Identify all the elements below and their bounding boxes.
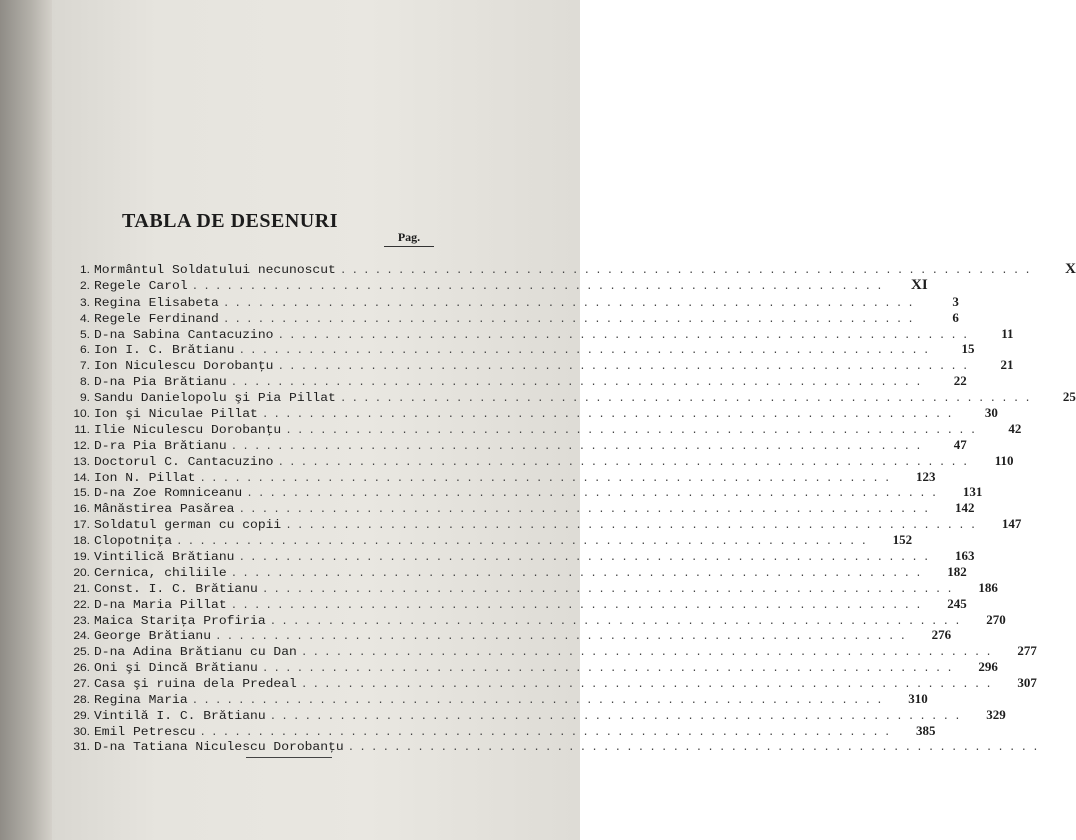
entry-number: 3. bbox=[79, 295, 90, 309]
dot-leader: ............................................................ bbox=[300, 647, 997, 659]
page-column-header: Pag. bbox=[384, 230, 434, 247]
entry-number: 12. bbox=[73, 438, 90, 452]
entry-number: 10. bbox=[73, 406, 90, 420]
list-item bbox=[68, 405, 998, 421]
dot-leader: ............................................................ bbox=[261, 584, 958, 596]
entry-number: 1. bbox=[79, 262, 90, 276]
entry-label: Ion şi Niculae Pillat bbox=[94, 406, 258, 421]
dot-leader: ............................................................ bbox=[269, 615, 966, 628]
dot-leader: ............................................................ bbox=[238, 345, 935, 358]
entry-number: 19. bbox=[73, 549, 90, 563]
dot-leader: ............................................................ bbox=[191, 695, 888, 707]
entry-label: Regele Ferdinand bbox=[94, 311, 219, 326]
entry-label: Ion Niculescu Dorobanţu bbox=[94, 358, 274, 373]
dot-leader: ............................................................ bbox=[176, 536, 873, 548]
list-item bbox=[68, 277, 928, 293]
list-item bbox=[68, 389, 1076, 405]
entry-number: 21. bbox=[73, 581, 90, 595]
dot-leader: ............................................................ bbox=[285, 425, 982, 437]
list-item bbox=[68, 739, 1044, 754]
entry-number: 20. bbox=[73, 565, 90, 579]
list-item bbox=[68, 437, 967, 453]
entry-number: 18. bbox=[73, 533, 90, 547]
entry-label: Casa şi ruina dela Predeal bbox=[94, 676, 297, 691]
entry-label: Ion N. Pillat bbox=[94, 469, 196, 485]
entry-number: 9. bbox=[79, 390, 90, 404]
dot-leader: ............................................................ bbox=[269, 711, 966, 723]
entry-number: 11. bbox=[74, 422, 90, 436]
list-item bbox=[68, 468, 936, 485]
entry-label: Regele Carol bbox=[94, 278, 188, 293]
list-item bbox=[68, 325, 1014, 342]
entry-label: George Brătianu bbox=[94, 628, 212, 644]
entry-page: 307 bbox=[1017, 675, 1037, 690]
book-gutter-shadow bbox=[0, 0, 52, 840]
entry-number: 27. bbox=[73, 676, 90, 690]
entry-label: D-ra Pia Brătianu bbox=[94, 438, 227, 453]
entry-number: 22. bbox=[73, 597, 90, 611]
entry-page: 110 bbox=[994, 453, 1014, 468]
entry-page: 123 bbox=[916, 468, 936, 484]
list-item bbox=[68, 564, 967, 580]
entry-page: 131 bbox=[962, 484, 983, 500]
entry-page: 152 bbox=[892, 532, 913, 547]
list-item bbox=[68, 643, 1037, 659]
entry-label: D-na Adina Brătianu cu Dan bbox=[94, 644, 297, 659]
dot-leader: ............................................................ bbox=[261, 409, 958, 421]
list-item bbox=[68, 453, 1014, 469]
entry-label: D-na Sabina Cantacuzino bbox=[94, 326, 274, 342]
entry-label: Vintilă I. C. Brătianu bbox=[94, 708, 266, 723]
list-item bbox=[68, 261, 1076, 277]
list-item bbox=[68, 627, 952, 644]
dot-leader: ............................................................ bbox=[238, 552, 935, 564]
entry-label: Ion I. C. Brătianu bbox=[94, 342, 235, 358]
list-item bbox=[68, 532, 913, 548]
entry-page: XI bbox=[911, 277, 928, 293]
entry-number: 31. bbox=[73, 739, 90, 753]
dot-leader: ............................................................ bbox=[277, 329, 974, 342]
list-item bbox=[68, 580, 998, 596]
entry-page: 15 bbox=[961, 341, 975, 357]
entry-number: 7. bbox=[79, 358, 90, 372]
dot-leader: ............................................................ bbox=[261, 663, 958, 675]
entry-page: 182 bbox=[947, 564, 967, 579]
entry-number: 24. bbox=[73, 628, 90, 643]
entry-page: 329 bbox=[986, 707, 1006, 722]
list-item bbox=[68, 310, 959, 326]
entry-number: 26. bbox=[73, 660, 90, 674]
entry-page: 11 bbox=[1001, 325, 1014, 341]
dot-leader: ............................................................ bbox=[246, 488, 943, 501]
entry-page: 276 bbox=[931, 627, 952, 643]
entry-number: 29. bbox=[73, 708, 90, 722]
dot-leader: ............................................................ bbox=[285, 520, 982, 532]
entry-number: 14. bbox=[73, 469, 90, 484]
list-item bbox=[68, 500, 975, 516]
dot-leader: ............................................................ bbox=[238, 504, 935, 516]
dot-leader: ............................................................ bbox=[277, 361, 974, 373]
entry-number: 6. bbox=[79, 342, 90, 357]
list-item bbox=[68, 357, 1014, 373]
entry-page: 47 bbox=[953, 437, 967, 452]
entry-label: D-na Tatiana Niculescu Dorobanţu bbox=[94, 739, 344, 754]
list-item bbox=[68, 341, 975, 358]
entry-page: 6 bbox=[952, 310, 959, 325]
bottom-divider bbox=[246, 757, 332, 758]
entry-page: 30 bbox=[984, 405, 998, 420]
entry-number: 25. bbox=[73, 644, 90, 659]
list-item bbox=[68, 707, 1006, 723]
list-item bbox=[68, 516, 1022, 532]
entry-label: D-na Zoe Romniceanu bbox=[94, 485, 243, 501]
dot-leader: ............................................................ bbox=[300, 679, 997, 691]
dot-leader: ............................................................ bbox=[222, 313, 919, 326]
entry-label: Sandu Danielopolu şi Pia Pillat bbox=[94, 390, 336, 405]
dot-leader: ............................................................ bbox=[199, 727, 896, 739]
list-item bbox=[68, 675, 1037, 691]
entry-number: 8. bbox=[79, 374, 90, 388]
entry-label: Cernica, chiliile bbox=[94, 565, 227, 580]
dot-leader: ............................................................ bbox=[277, 456, 974, 469]
list-item bbox=[68, 659, 998, 675]
dot-leader: ............................................................ bbox=[339, 393, 1036, 405]
entry-label: Clopotniţa bbox=[94, 533, 173, 548]
entry-page: 25 bbox=[1062, 389, 1076, 404]
dot-leader: ............................................................ bbox=[222, 297, 919, 310]
entry-page: 142 bbox=[955, 500, 975, 516]
entry-page: 270 bbox=[986, 611, 1006, 627]
entry-number: 16. bbox=[73, 501, 90, 516]
entry-label: Soldatul german cu copii bbox=[94, 517, 282, 532]
entry-number: 23. bbox=[73, 612, 90, 627]
entry-label: Doctorul C. Cantacuzino bbox=[94, 454, 274, 469]
entry-label: Const. I. C. Brătianu bbox=[94, 581, 258, 596]
entry-label: Regina Elisabeta bbox=[94, 295, 219, 310]
list-item bbox=[68, 294, 959, 310]
list-item bbox=[68, 421, 1022, 437]
entry-number: 17. bbox=[73, 517, 90, 531]
dot-leader: ............................................................ bbox=[230, 568, 927, 580]
dot-leader: ............................................................ bbox=[347, 741, 1044, 754]
entry-label: Mormântul Soldatului necunoscut bbox=[94, 262, 336, 277]
dot-leader: ............................................................ bbox=[230, 377, 927, 389]
entry-label: D-na Pia Brătianu bbox=[94, 374, 227, 389]
entry-page: 385 bbox=[916, 723, 936, 738]
dot-leader: ............................................................ bbox=[191, 281, 888, 293]
entry-number: 15. bbox=[73, 485, 90, 500]
entry-page: 245 bbox=[947, 596, 967, 611]
entry-page: 147 bbox=[1001, 516, 1022, 531]
entry-page: 186 bbox=[978, 580, 998, 595]
dot-leader: ............................................................ bbox=[215, 631, 912, 644]
list-item bbox=[68, 484, 983, 501]
dot-leader: ............................................................ bbox=[339, 265, 1036, 277]
entry-number: 13. bbox=[73, 454, 90, 468]
entry-page: 310 bbox=[908, 691, 928, 706]
entry-label: Oni şi Dincă Brătianu bbox=[94, 660, 258, 675]
list-item bbox=[68, 373, 967, 389]
entry-page: X bbox=[1065, 261, 1076, 277]
list-item bbox=[68, 611, 1006, 628]
entry-number: 5. bbox=[79, 326, 90, 341]
list-item bbox=[68, 548, 975, 564]
list-item bbox=[68, 723, 936, 739]
entry-number: 28. bbox=[73, 692, 90, 706]
entry-number: 30. bbox=[73, 724, 90, 738]
entry-label: D-na Maria Pillat bbox=[94, 597, 227, 612]
entry-label: Ilie Niculescu Dorobanţu bbox=[94, 422, 282, 437]
entry-page: 22 bbox=[953, 373, 967, 388]
entry-label: Vintilică Brătianu bbox=[94, 549, 235, 564]
entry-page: 296 bbox=[978, 659, 998, 674]
entry-page: 42 bbox=[1008, 421, 1022, 436]
page-title: TABLA DE DESENURI bbox=[122, 210, 338, 232]
dot-leader: ............................................................ bbox=[199, 472, 896, 485]
table-of-illustrations bbox=[68, 261, 1076, 755]
entry-number: 4. bbox=[79, 311, 90, 325]
entry-page: 277 bbox=[1017, 643, 1037, 659]
entry-page: 163 bbox=[955, 548, 975, 563]
entry-number: 2. bbox=[79, 278, 90, 292]
list-item bbox=[68, 596, 967, 612]
entry-label: Regina Maria bbox=[94, 692, 188, 707]
list-item bbox=[68, 691, 928, 707]
entry-page: 3 bbox=[952, 294, 959, 309]
entry-page: 21 bbox=[1000, 357, 1014, 372]
entry-label: Maica Stariţa Profiria bbox=[94, 612, 266, 628]
entry-label: Emil Petrescu bbox=[94, 724, 196, 739]
entry-label: Mânăstirea Pasărea bbox=[94, 501, 235, 516]
dot-leader: ............................................................ bbox=[230, 440, 927, 453]
dot-leader: ............................................................ bbox=[230, 599, 927, 612]
